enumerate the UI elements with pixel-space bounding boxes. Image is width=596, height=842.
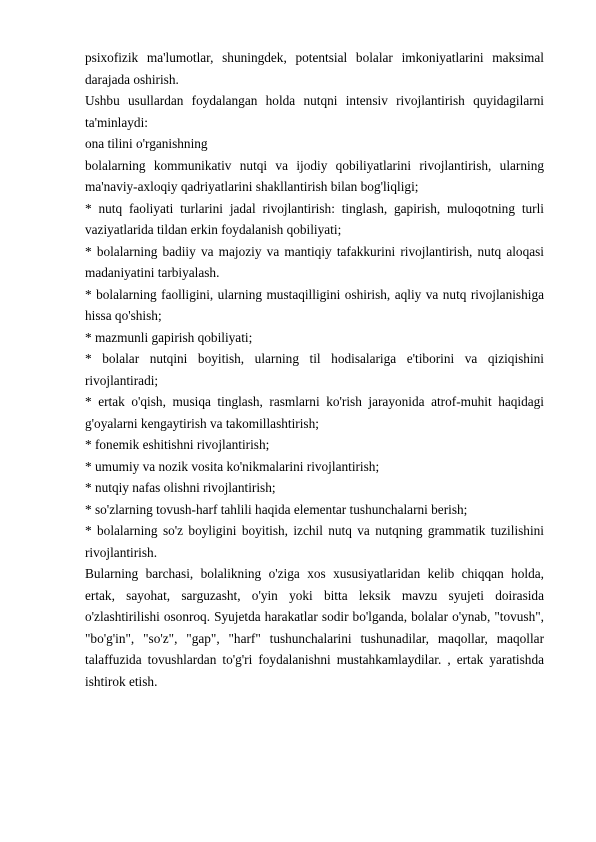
list-item-vocabulary: * bolalarning so'z boyligini boyitish, izchil nutq va nutqning grammatik tuzilishini rivojlantirish. xyxy=(85,523,544,560)
list-item-meaningful-speech: * mazmunli gapirish qobiliyati; xyxy=(85,329,253,345)
list-item-enrich-speech: * bolalar nutqini boyitish, ularning til hodisalariga e'tiborini va qiziqishini rivojlantiradi; xyxy=(85,351,544,388)
list-item-communicative-speech: bolalarning kommunikativ nutqi va ijodiy qobiliyatlarini rivojlantirish, ularning ma'naviy-axloqiy qadriyatlarini shakllantirish bilan bog'liqligi; xyxy=(85,157,544,194)
list-item-motor-skills: * umumiy va nozik vosita ko'nikmalarini rivojlantirish; xyxy=(85,458,380,474)
list-item-sound-letter: * so'zlarning tovush-harf tahlili haqida elementar tushunchalarni berish; xyxy=(85,501,468,517)
list-item-breathing: * nutqiy nafas olishni rivojlantirish; xyxy=(85,480,276,495)
paragraph-intro-continuation: psixofizik ma'lumotlar, shuningdek, potentsial bolalar imkoniyatlarini maksimal darajada oshirish. xyxy=(85,50,544,87)
list-item-speech-activity: * nutq faoliyati turlarini jadal rivojlantirish: tinglash, gapirish, muloqotning turli vaziyatlarida tildan erkin foydalanish qobiliyati; xyxy=(85,200,544,237)
list-item-phonemic-hearing: * fonemik eshitishni rivojlantirish; xyxy=(85,437,270,452)
paragraph-conclusion: Bularning barchasi, bolalikning o'ziga xos xususiyatlaridan kelib chiqqan holda, ertak, sayohat, sarguzasht, o'yin yoki bitta leksik mavzu syujeti doirasida o'zlashtirilishi osonroq. Syujetda harakatlar sodir bo'lganda, bolalar o'ynab, "tovush", "bo'g'in", "so'z", "gap", "harf" tushunchalarini tushunadilar, maqollar, maqollar talaffuzida tovushlardan to'g'ri foydalanishni mustahkamlaydilar. , ertak yaratishda ishtirok etish. xyxy=(85,566,544,689)
list-item-activity: * bolalarning faolligini, ularning mustaqilligini oshirish, aqliy va nutq rivojlanishiga hissa qo'shish; xyxy=(85,286,544,323)
document-page xyxy=(85,47,544,692)
list-item-native-language: ona tilini o'rganishning xyxy=(85,136,208,151)
list-item-fairy-tales: * ertak o'qish, musiqa tinglash, rasmlarni ko'rish jarayonida atrof-muhit haqidagi g'oyalarni kengaytirish va takomillashtirish; xyxy=(85,394,544,431)
list-item-thinking: * bolalarning badiiy va majoziy va mantiqiy tafakkurini rivojlantirish, nutq aloqasi madaniyatini tarbiyalash. xyxy=(85,243,544,280)
paragraph-provides: Ushbu usullardan foydalangan holda nutqni intensiv rivojlantirish quyidagilarni ta'minlaydi: xyxy=(85,93,544,130)
